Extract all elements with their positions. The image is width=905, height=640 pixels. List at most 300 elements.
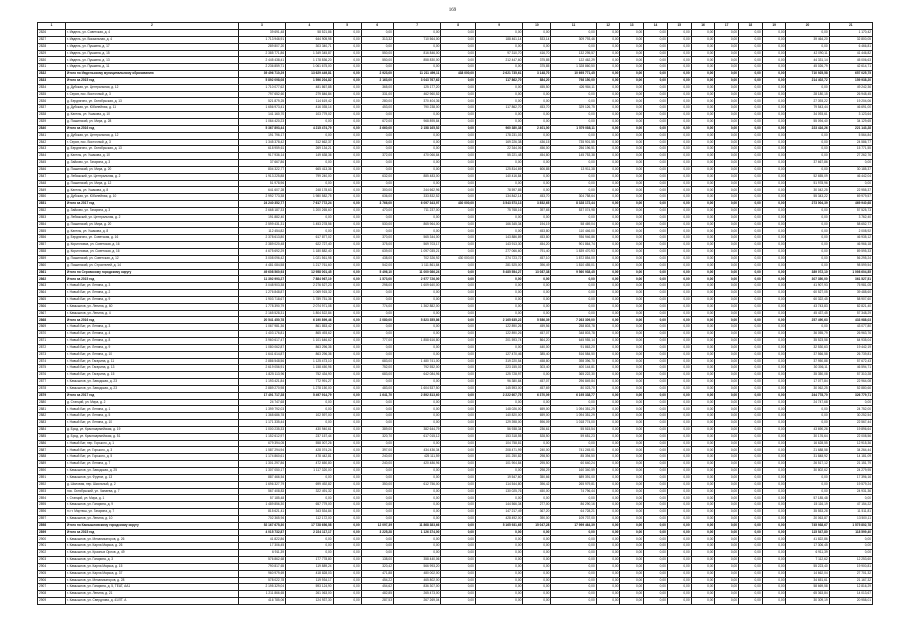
amount-cell: 2 992 773,38 (238, 194, 285, 201)
amount-cell: 2 923,00 (361, 71, 393, 78)
amount-cell: 0,00 (620, 358, 644, 365)
amount-cell: 0,00 (475, 303, 522, 310)
address-cell: г. Новый Бат, ул. Ленина, д. 2 (66, 290, 239, 297)
table-row (38, 57, 873, 64)
amount-cell: 56 295,24 (829, 255, 872, 262)
address-cell: г. Камышлов, ул. Заводская, д. 23 (66, 379, 239, 386)
amount-cell: 679 394,05 (238, 440, 285, 447)
amount-cell: 465 802,00 (393, 577, 440, 584)
amount-cell: 0,00 (286, 474, 333, 481)
amount-cell: 0,00 (715, 262, 739, 269)
amount-cell: 313,32 (361, 36, 393, 43)
table-row (38, 351, 873, 358)
amount-cell: 0,00 (739, 550, 763, 557)
amount-cell: 244 662,96 (393, 187, 440, 194)
amount-cell: 0,00 (715, 283, 739, 290)
amount-cell: 0,00 (762, 283, 786, 290)
amount-cell: 160 340,59 (551, 468, 596, 475)
amount-cell: 702 326,92 (393, 255, 440, 262)
amount-cell: 0,00 (786, 249, 829, 256)
amount-cell: 0,00 (333, 399, 361, 406)
amount-cell: 711 237,00 (393, 207, 440, 214)
table-row (38, 550, 873, 557)
amount-cell: 0,00 (620, 543, 644, 550)
amount-cell: 0,00 (596, 529, 620, 536)
amount-cell: 0,00 (644, 515, 668, 522)
amount-cell: 0,00 (596, 139, 620, 146)
amount-cell: 101 904,84 (475, 461, 522, 468)
amount-cell: 0,00 (620, 98, 644, 105)
amount-cell: 0,00 (551, 91, 596, 98)
amount-cell: 0,00 (441, 556, 476, 563)
amount-cell: 31 848,92 (786, 454, 829, 461)
table-row (38, 139, 873, 146)
row-number-cell: 2827 (38, 36, 66, 43)
amount-cell: 960 380,38 (475, 125, 522, 132)
amount-cell: 0,00 (441, 84, 476, 91)
amount-cell: 0,00 (715, 488, 739, 495)
amount-cell: 0,00 (393, 413, 440, 420)
amount-cell: 0,00 (393, 495, 440, 502)
amount-cell: 645 955,14 (551, 337, 596, 344)
amount-cell: 0,00 (739, 235, 763, 242)
amount-cell: 0,00 (596, 98, 620, 105)
amount-cell: 0,00 (644, 153, 668, 160)
amount-cell: 0,00 (762, 64, 786, 71)
amount-cell: 0,00 (475, 536, 522, 543)
amount-cell: 30 176,64 (786, 433, 829, 440)
amount-cell: 57 672,43 (829, 358, 872, 365)
amount-cell: 0,00 (620, 331, 644, 338)
row-number-cell: 2863 (38, 283, 66, 290)
amount-cell: 1 573,00 (361, 276, 393, 283)
amount-cell: 0,00 (786, 228, 829, 235)
amount-cell: 0,00 (333, 43, 361, 50)
amount-cell: 0,00 (333, 153, 361, 160)
amount-cell: 17 306,45 (238, 543, 285, 550)
amount-cell: 0,00 (551, 310, 596, 317)
amount-cell: 0,00 (596, 317, 620, 324)
amount-cell: 0,00 (667, 468, 691, 475)
amount-cell: 0,00 (620, 365, 644, 372)
amount-cell: 0,00 (523, 550, 551, 557)
amount-cell: 0,00 (644, 550, 668, 557)
amount-cell: 350,00 (361, 481, 393, 488)
amount-cell: 0,00 (644, 71, 668, 78)
amount-cell: 0,00 (475, 570, 522, 577)
amount-cell: 0,00 (691, 228, 715, 235)
amount-cell: 57 348,29 (829, 310, 872, 317)
amount-cell: 39 488,60 (829, 290, 872, 297)
row-number-cell: 2858 (38, 249, 66, 256)
amount-cell: 0,00 (691, 570, 715, 577)
amount-cell: 0,00 (361, 160, 393, 167)
amount-cell: 0,00 (596, 488, 620, 495)
amount-cell: 24 279,95 (829, 468, 872, 475)
amount-cell: 60 527,05 (786, 290, 829, 297)
amount-cell: 5 497 914,79 (286, 392, 333, 399)
amount-cell: 0,00 (620, 36, 644, 43)
amount-cell: 0,00 (715, 173, 739, 180)
amount-cell: 0,00 (762, 447, 786, 454)
amount-cell: 389 072,10 (786, 269, 829, 276)
amount-cell: 0,00 (762, 43, 786, 50)
amount-cell: 0,00 (691, 556, 715, 563)
column-number-cell: 10 (523, 23, 551, 30)
amount-cell: 632,00 (361, 173, 393, 180)
amount-cell: 0,00 (393, 509, 440, 516)
amount-cell: 0,00 (739, 249, 763, 256)
amount-cell: 2 074 971,08 (286, 303, 333, 310)
amount-cell: 0,00 (667, 214, 691, 221)
amount-cell: 147 217,49 (475, 509, 522, 516)
amount-cell: 0,00 (441, 269, 476, 276)
amount-cell: 0,00 (333, 515, 361, 522)
amount-cell: 0,00 (393, 399, 440, 406)
amount-cell: 2 889 270,98 (238, 385, 285, 392)
amount-cell: 457,07 (523, 379, 551, 386)
amount-cell: 416 785,06 (238, 598, 285, 605)
amount-cell: 0,00 (361, 515, 393, 522)
amount-cell: 0,00 (762, 365, 786, 372)
amount-cell: 0,00 (762, 201, 786, 208)
amount-cell: 777,00 (361, 337, 393, 344)
amount-cell: 0,00 (667, 413, 691, 420)
address-cell: д. Дубская, ул. Центральная, д. 12 (66, 84, 239, 91)
amount-cell: 0,00 (667, 584, 691, 591)
amount-cell: 0,00 (441, 187, 476, 194)
amount-cell: 0,00 (441, 36, 476, 43)
amount-cell: 0,00 (667, 550, 691, 557)
total-row (38, 77, 873, 84)
amount-cell: 5 564,84 (829, 132, 872, 139)
amount-cell: 0,00 (644, 351, 668, 358)
amount-cell: 0,00 (393, 406, 440, 413)
amount-cell: 0,00 (361, 468, 393, 475)
amount-cell: 2 619 056,91 (238, 365, 285, 372)
amount-cell: 0,00 (762, 331, 786, 338)
amount-cell: 0,00 (644, 543, 668, 550)
amount-cell: 1 345 378,42 (238, 139, 285, 146)
amount-cell: 0,00 (620, 461, 644, 468)
amount-cell: 0,00 (715, 577, 739, 584)
row-number-cell: 2838 (38, 112, 66, 119)
amount-cell: 0,00 (441, 146, 476, 153)
amount-cell: 456,00 (523, 146, 551, 153)
amount-cell: 0,00 (667, 187, 691, 194)
amount-cell: 0,00 (620, 468, 644, 475)
amount-cell: 426 984,11 (551, 84, 596, 91)
amount-cell: 0,00 (715, 207, 739, 214)
amount-cell: 0,00 (393, 228, 440, 235)
amount-cell: 0,00 (667, 358, 691, 365)
amount-cell: 1 858 616,80 (393, 337, 440, 344)
amount-cell: 0,00 (393, 543, 440, 550)
amount-cell: 2 158 165,52 (393, 125, 440, 132)
amount-cell: 0,00 (333, 201, 361, 208)
amount-cell: 0,00 (762, 440, 786, 447)
amount-cell: 0,00 (691, 276, 715, 283)
amount-cell: 0,00 (596, 57, 620, 64)
amount-cell: 127 470,46 (475, 351, 522, 358)
amount-cell: 14 662,04 (786, 570, 829, 577)
amount-cell: 0,00 (786, 235, 829, 242)
amount-cell: 0,00 (739, 584, 763, 591)
amount-cell: 0,00 (441, 290, 476, 297)
amount-cell: 0,00 (475, 598, 522, 605)
amount-cell: 15 047,28 (523, 522, 551, 529)
amount-cell: 0,00 (620, 201, 644, 208)
amount-cell: 0,00 (475, 584, 522, 591)
amount-cell: 569 703,17 (393, 242, 440, 249)
amount-cell: 0,00 (475, 529, 522, 536)
amount-cell: 0,00 (596, 118, 620, 125)
amount-cell: 1 180 882,40 (286, 249, 333, 256)
amount-cell: 0,00 (523, 112, 551, 119)
amount-cell: 41 822,86 (786, 536, 829, 543)
amount-cell: 960 979,69 (238, 570, 285, 577)
address-cell: д. Брод, ул. Красноармейская, д. 19 (66, 426, 239, 433)
amount-cell: 0,00 (333, 358, 361, 365)
amount-cell: 0,00 (441, 474, 476, 481)
row-number-cell: 2866 (38, 303, 66, 310)
amount-cell: 0,00 (667, 235, 691, 242)
amount-cell: 0,00 (441, 118, 476, 125)
amount-cell: 0,00 (762, 160, 786, 167)
amount-cell: 0,00 (715, 91, 739, 98)
amount-cell: 0,00 (620, 30, 644, 37)
amount-cell: 0,00 (596, 385, 620, 392)
amount-cell: 0,00 (691, 262, 715, 269)
amount-cell: 0,00 (762, 146, 786, 153)
amount-cell: 0,00 (715, 146, 739, 153)
amount-cell: 1 453 278,56 (286, 221, 333, 228)
amount-cell: 0,00 (715, 57, 739, 64)
amount-cell: 0,00 (644, 461, 668, 468)
amount-cell: 0,00 (739, 64, 763, 71)
amount-cell: 0,00 (644, 235, 668, 242)
amount-cell: 0,00 (620, 242, 644, 249)
amount-cell: 0,00 (715, 331, 739, 338)
address-cell: г. Камышлов, ул. Гагарина, д. 9 (66, 502, 239, 509)
amount-cell: 0,00 (333, 84, 361, 91)
amount-cell: 365,00 (361, 84, 393, 91)
amount-cell: 0,00 (441, 43, 476, 50)
amount-cell: 0,00 (551, 98, 596, 105)
page-number: 169 (448, 8, 457, 13)
amount-cell: 30 309,19 (786, 598, 829, 605)
amount-cell: 0,00 (393, 310, 440, 317)
amount-cell: 0,00 (762, 303, 786, 310)
amount-cell: 0,00 (620, 474, 644, 481)
amount-cell: 702 365,94 (238, 515, 285, 522)
amount-cell: 9 560 938,45 (551, 269, 596, 276)
amount-cell: 0,00 (739, 221, 763, 228)
amount-cell: 5 586,39 (523, 317, 551, 324)
amount-cell: 0,00 (644, 584, 668, 591)
amount-cell: 0,00 (762, 420, 786, 427)
amount-cell: 0,00 (393, 468, 440, 475)
amount-cell: 0,00 (361, 536, 393, 543)
amount-cell: 1 872 854,00 (551, 255, 596, 262)
amount-cell: 0,00 (361, 344, 393, 351)
address-cell: д. Дубская, ул. Юбилейная, д. 10 (66, 194, 239, 201)
amount-cell: 0,00 (596, 481, 620, 488)
amount-cell: 0,00 (691, 440, 715, 447)
amount-cell: 0,00 (286, 550, 333, 557)
amount-cell: 0,00 (691, 125, 715, 132)
amount-cell: 0,00 (644, 502, 668, 509)
amount-cell: 6 370,09 (523, 392, 551, 399)
amount-cell: 0,00 (441, 331, 476, 338)
amount-cell: 0,00 (596, 556, 620, 563)
amount-cell: 3 766,00 (361, 201, 393, 208)
amount-cell: 0,00 (441, 98, 476, 105)
row-number-cell: 2845 (38, 160, 66, 167)
amount-cell: 0,00 (762, 153, 786, 160)
row-number-cell: 2836 (38, 98, 66, 105)
amount-cell: 43 690,26 (786, 426, 829, 433)
amount-cell: 39 496 710,29 (238, 71, 285, 78)
amount-cell: 27 262,76 (829, 153, 872, 160)
column-number-cell: 19 (762, 23, 786, 30)
table-row (38, 515, 873, 522)
amount-cell: 0,00 (691, 98, 715, 105)
amount-cell: 0,00 (441, 91, 476, 98)
amount-cell: 41 446,82 (829, 50, 872, 57)
amount-cell: 0,00 (691, 91, 715, 98)
amount-cell: 60 322,45 (786, 296, 829, 303)
amount-cell: 0,00 (620, 139, 644, 146)
amount-cell: 6 190 899,46 (286, 317, 333, 324)
amount-cell: 0,00 (333, 160, 361, 167)
address-cell: г. Камышлов, ул. Карла Маркса, д. 37 (66, 570, 239, 577)
amount-cell: 0,00 (667, 303, 691, 310)
amount-cell: 772 991,27 (286, 379, 333, 386)
amount-cell: 86 290,16 (551, 502, 596, 509)
amount-cell: 0,00 (762, 433, 786, 440)
amount-cell: 0,00 (333, 468, 361, 475)
amount-cell: 0,00 (644, 249, 668, 256)
amount-cell: 665 413,36 (286, 166, 333, 173)
amount-cell: 0,00 (620, 420, 644, 427)
amount-cell: 265 473,00 (393, 591, 440, 598)
amount-cell: 1 276 848,87 (238, 290, 285, 297)
amount-cell: 0,00 (361, 550, 393, 557)
amount-cell: 0,00 (644, 125, 668, 132)
amount-cell: 0,00 (715, 468, 739, 475)
amount-cell: 0,00 (691, 36, 715, 43)
amount-cell: 0,00 (333, 344, 361, 351)
amount-cell: 0,00 (596, 351, 620, 358)
amount-cell: 440,00 (523, 344, 551, 351)
amount-cell: 454,20 (523, 242, 551, 249)
amount-cell: 0,00 (667, 290, 691, 297)
amount-cell: 0,00 (620, 160, 644, 167)
amount-cell: 0,00 (475, 310, 522, 317)
amount-cell: 0,00 (596, 187, 620, 194)
amount-cell: 0,00 (596, 570, 620, 577)
amount-cell: 0,00 (523, 180, 551, 187)
amount-cell: 0,00 (596, 522, 620, 529)
amount-cell: 472 650,80 (286, 461, 333, 468)
amount-cell: 659,00 (523, 413, 551, 420)
address-cell: г. Камышлов, ул. Свердлова, д. 41/ЛТ. А (66, 598, 239, 605)
amount-cell: 28 180,15 (786, 91, 829, 98)
amount-cell: 44 331,14 (786, 57, 829, 64)
amount-cell: 55 094,40 (786, 118, 829, 125)
amount-cell: 312 662,37 (286, 139, 333, 146)
address-cell: г. Новый Бат, ул. Ленина, д. 7 (66, 461, 239, 468)
amount-cell: 0,00 (596, 173, 620, 180)
amount-cell: 0,00 (361, 166, 393, 173)
amount-cell: 0,00 (644, 420, 668, 427)
amount-cell: 0,00 (691, 214, 715, 221)
amount-cell: 0,00 (691, 454, 715, 461)
amount-cell: 0,00 (644, 337, 668, 344)
amount-cell: 4 481 084,58 (238, 262, 285, 269)
table-row (38, 570, 873, 577)
amount-cell: 103 779,02 (286, 112, 333, 119)
amount-cell: 13 629 449,81 (286, 71, 333, 78)
amount-cell: 0,00 (333, 385, 361, 392)
address-cell: д. Шиловая, пер. Школьный, д. 2 (66, 481, 239, 488)
row-number-cell: 2880 (38, 399, 66, 406)
table-row (38, 577, 873, 584)
amount-cell: 0,00 (441, 433, 476, 440)
amount-cell: 0,00 (441, 570, 476, 577)
amount-cell: 0,00 (715, 481, 739, 488)
amount-cell: 274 723,72 (475, 255, 522, 262)
amount-cell: 3 148,70 (523, 71, 551, 78)
amount-cell: 0,00 (739, 324, 763, 331)
amount-cell: 0,00 (644, 522, 668, 529)
amount-cell: 397,00 (361, 447, 393, 454)
amount-cell: 280,00 (361, 98, 393, 105)
amount-cell: 1 362 882,00 (393, 303, 440, 310)
amount-cell: 89 595,33 (829, 249, 872, 256)
amount-cell: 0,00 (667, 139, 691, 146)
amount-cell: 2 621 735,61 (475, 71, 522, 78)
amount-cell: 39 464,20 (786, 36, 829, 43)
address-cell: г. Камышлов, ул. Ленина, д. 21 (66, 591, 239, 598)
amount-cell: 0,00 (333, 365, 361, 372)
amount-cell: 37 566,58 (786, 351, 829, 358)
amount-cell: 901 864,74 (551, 242, 596, 249)
amount-cell: 3 043 767,62 (393, 77, 440, 84)
amount-cell: 0,00 (620, 550, 644, 557)
amount-cell: 2 080,00 (361, 317, 393, 324)
amount-cell: 0,00 (762, 187, 786, 194)
amount-cell: 14 013,67 (829, 591, 872, 598)
amount-cell: 0,00 (691, 153, 715, 160)
amount-cell: 0,00 (739, 536, 763, 543)
row-number-cell: 2829 (38, 50, 66, 57)
row-number-cell: 2901 (38, 543, 66, 550)
amount-cell: 0,00 (644, 447, 668, 454)
amount-cell: 178 231,03 (475, 132, 522, 139)
amount-cell: 0,00 (644, 372, 668, 379)
amount-cell: 2 165 528,31 (238, 310, 285, 317)
amount-cell: 0,00 (762, 249, 786, 256)
amount-cell: 0,00 (644, 331, 668, 338)
amount-cell: 0,00 (691, 474, 715, 481)
amount-cell: 483,00 (361, 385, 393, 392)
row-number-cell: 2859 (38, 255, 66, 262)
column-number-cell: 12 (596, 23, 620, 30)
amount-cell: 0,00 (361, 509, 393, 516)
row-number-cell: 2908 (38, 591, 66, 598)
